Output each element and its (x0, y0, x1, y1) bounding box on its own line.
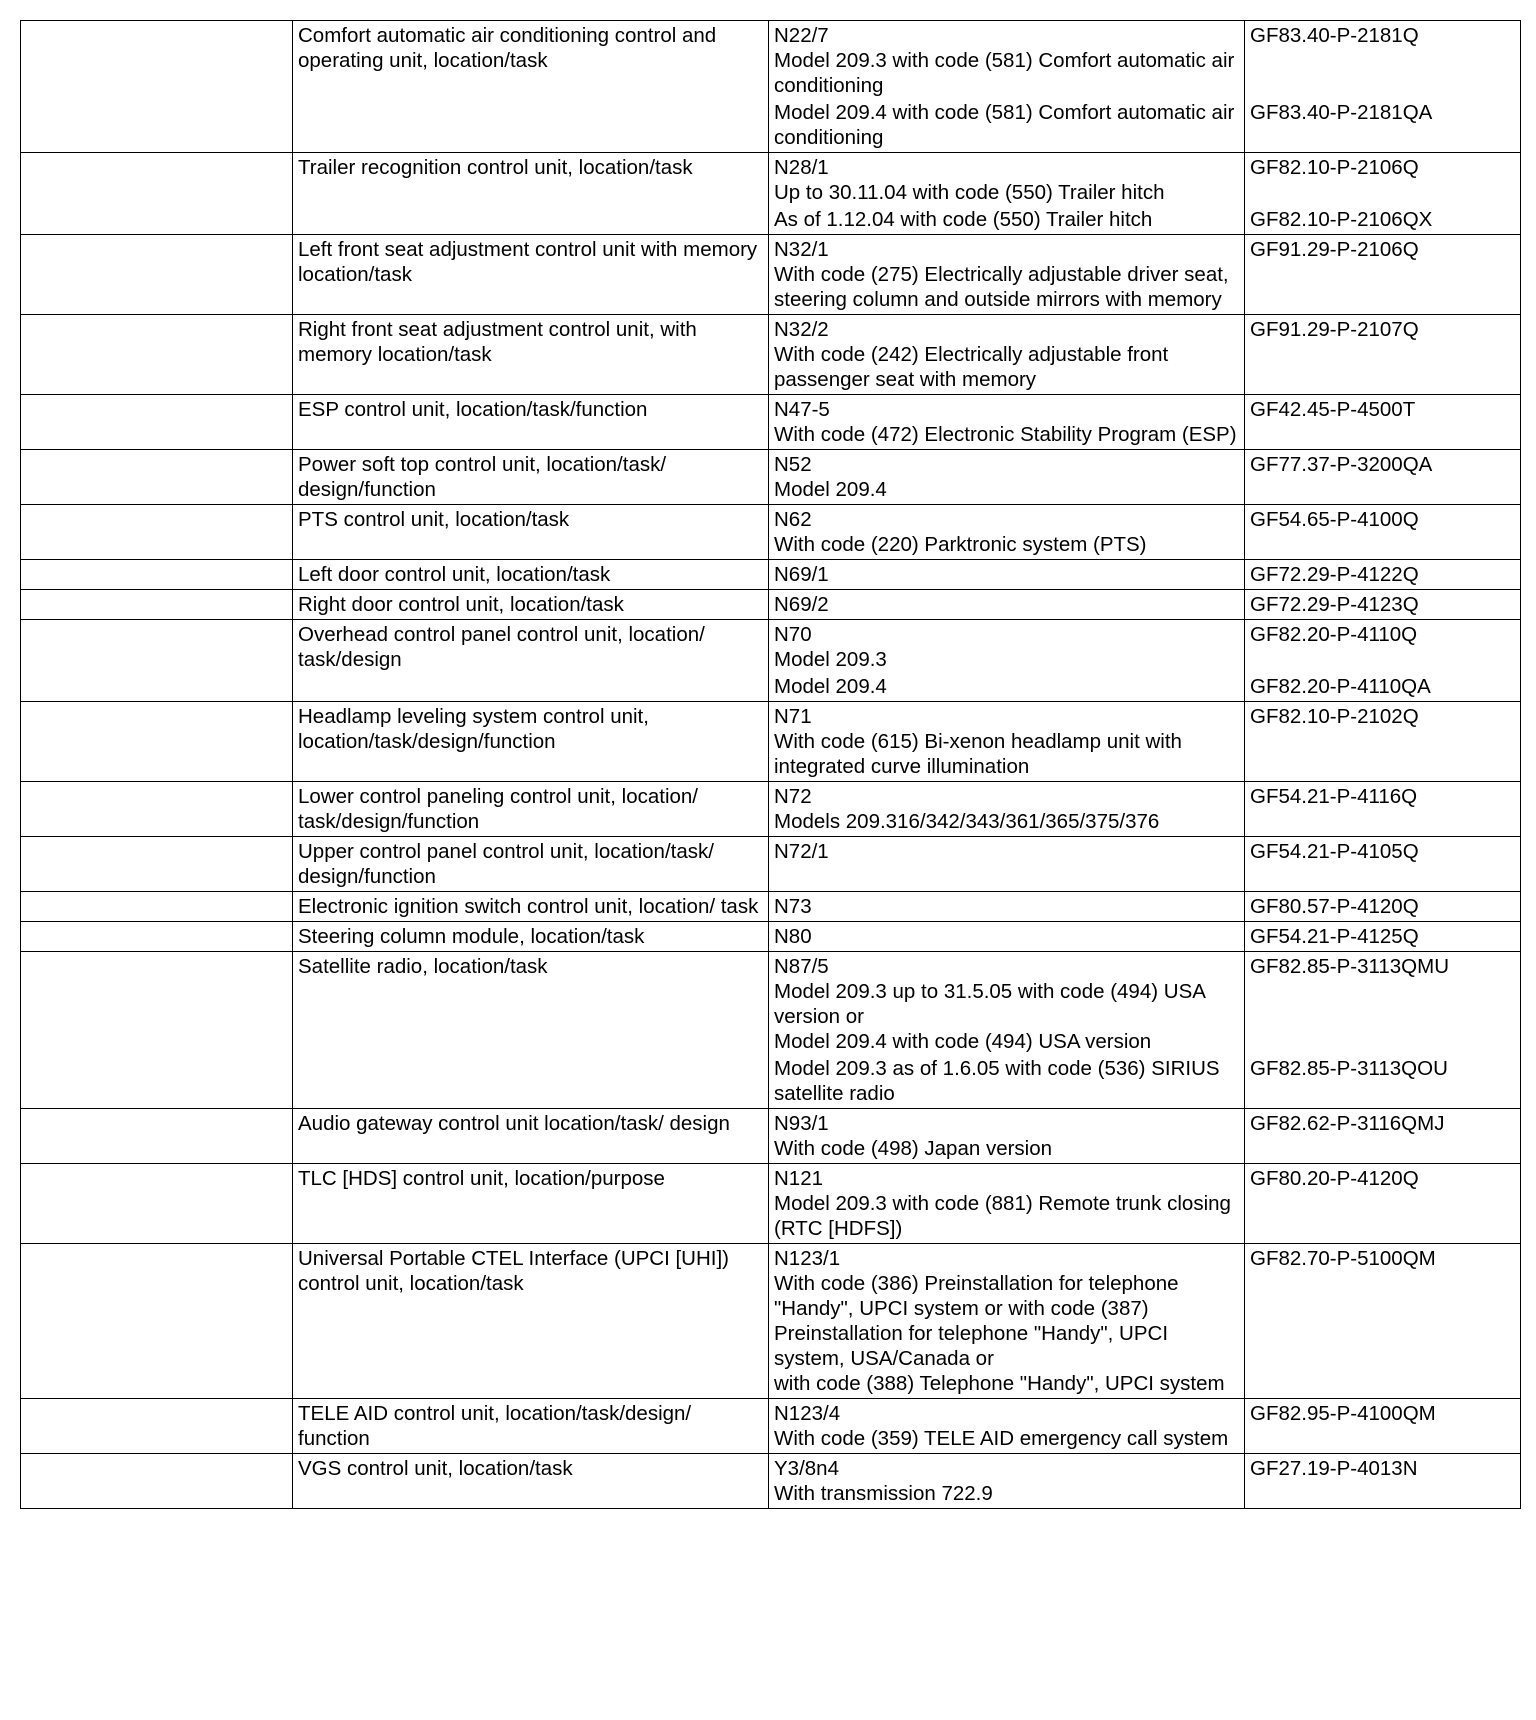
entry-info (774, 1056, 1240, 1106)
document-number-cell (1245, 892, 1521, 922)
component-description: Universal Portable CTEL Interface (UPCI [UHI]) control unit, location/task (293, 1244, 769, 1399)
component-code-cell (769, 702, 1245, 782)
blank-cell (21, 1454, 293, 1509)
applicability-text: Model 209.4 (774, 675, 887, 698)
blank-cell (21, 450, 293, 505)
entry-document (1250, 317, 1516, 342)
table-row (21, 1109, 1521, 1164)
entry-info (774, 452, 1240, 502)
entry-info (774, 397, 1240, 447)
document-number: GF42.45-P-4500T (1250, 398, 1416, 421)
component-code: N69/1 (774, 563, 829, 586)
document-number-cell (1245, 315, 1521, 395)
entry-document (1250, 704, 1516, 729)
blank-cell (21, 395, 293, 450)
entry-info (774, 317, 1240, 392)
applicability-text: with code (388) Telephone "Handy", UPCI system (774, 1372, 1225, 1395)
component-description: Comfort automatic air conditioning control and operating unit, location/task (293, 21, 769, 153)
component-description: PTS control unit, location/task (293, 505, 769, 560)
table-row (21, 702, 1521, 782)
entry-info (774, 237, 1240, 312)
entry-info (774, 622, 1240, 672)
entry-info (774, 1166, 1240, 1241)
component-code-cell (769, 21, 1245, 153)
applicability-text: Model 209.4 (774, 478, 887, 501)
table-row (21, 315, 1521, 395)
document-number-cell (1245, 1109, 1521, 1164)
document-number-cell (1245, 620, 1521, 702)
blank-cell (21, 1164, 293, 1244)
blank-cell (21, 560, 293, 590)
table-row (21, 235, 1521, 315)
blank-cell (21, 1244, 293, 1399)
component-code: N32/1 (774, 238, 829, 261)
component-code-cell (769, 782, 1245, 837)
blank-cell (21, 1399, 293, 1454)
component-description: Left front seat adjustment control unit with memory location/task (293, 235, 769, 315)
document-number: GF72.29-P-4123Q (1250, 593, 1419, 616)
table-row (21, 590, 1521, 620)
entry-info (774, 1246, 1240, 1396)
table-row (21, 1399, 1521, 1454)
entry-document (1250, 397, 1516, 422)
component-code-cell (769, 315, 1245, 395)
component-code: N123/1 (774, 1247, 841, 1270)
applicability-text: With code (472) Electronic Stability Program (ESP) (774, 423, 1237, 446)
entry-info (774, 894, 1240, 919)
table-row (21, 450, 1521, 505)
applicability-text: Model 209.3 up to 31.5.05 with code (494) USA version or (774, 980, 1205, 1028)
applicability-text: Models 209.316/342/343/361/365/375/376 (774, 810, 1160, 833)
component-description: Right door control unit, location/task (293, 590, 769, 620)
entry-info (774, 562, 1240, 587)
component-description: Satellite radio, location/task (293, 952, 769, 1109)
table-row (21, 620, 1521, 702)
component-code-cell (769, 450, 1245, 505)
blank-cell (21, 1109, 293, 1164)
component-description: VGS control unit, location/task (293, 1454, 769, 1509)
component-description: TLC [HDS] control unit, location/purpose (293, 1164, 769, 1244)
blank-cell (21, 922, 293, 952)
entry-info (774, 674, 1240, 699)
blank-cell (21, 620, 293, 702)
entry-document (1250, 23, 1516, 48)
document-number: GF91.29-P-2106Q (1250, 238, 1419, 261)
component-description: Left door control unit, location/task (293, 560, 769, 590)
entry-info (774, 1456, 1240, 1506)
applicability-text: Model 209.4 with code (494) USA version (774, 1030, 1152, 1053)
table-body (21, 21, 1521, 1509)
entry-info (774, 592, 1240, 617)
table-row (21, 505, 1521, 560)
entry-document (1250, 784, 1516, 809)
table-row (21, 153, 1521, 235)
document-number: GF80.57-P-4120Q (1250, 895, 1419, 918)
document-number: GF80.20-P-4120Q (1250, 1167, 1419, 1190)
document-number: GF54.21-P-4116Q (1250, 785, 1418, 808)
document-number: GF82.20-P-4110QA (1250, 675, 1431, 698)
document-number: GF72.29-P-4122Q (1250, 563, 1419, 586)
component-code: N52 (774, 453, 812, 476)
component-code-cell (769, 837, 1245, 892)
table-row (21, 837, 1521, 892)
entry-document (1250, 155, 1516, 180)
document-number: GF82.10-P-2106QX (1250, 208, 1433, 231)
entry-info (774, 704, 1240, 779)
document-number-cell (1245, 702, 1521, 782)
table-row (21, 782, 1521, 837)
document-number: GF82.20-P-4110Q (1250, 623, 1418, 646)
applicability-text: Up to 30.11.04 with code (550) Trailer hitch (774, 181, 1165, 204)
applicability-text: As of 1.12.04 with code (550) Trailer hitch (774, 208, 1153, 231)
entry-document (1250, 507, 1516, 532)
applicability-text: With code (242) Electrically adjustable front passenger seat with memory (774, 343, 1169, 391)
component-code-cell (769, 560, 1245, 590)
applicability-text: With code (615) Bi-xenon headlamp unit with integrated curve illumination (774, 730, 1182, 778)
component-code: N73 (774, 895, 812, 918)
applicability-text: With transmission 722.9 (774, 1482, 993, 1505)
component-code-cell (769, 892, 1245, 922)
component-code: N93/1 (774, 1112, 829, 1135)
table-row (21, 1244, 1521, 1399)
component-description: Headlamp leveling system control unit, location/task/design/function (293, 702, 769, 782)
table-row (21, 1164, 1521, 1244)
component-code: N71 (774, 705, 812, 728)
entry-document (1250, 954, 1516, 979)
document-number: GF82.10-P-2106Q (1250, 156, 1419, 179)
table-row (21, 395, 1521, 450)
document-number: GF54.65-P-4100Q (1250, 508, 1419, 531)
document-number-cell (1245, 235, 1521, 315)
component-code-cell (769, 1454, 1245, 1509)
component-code-cell (769, 922, 1245, 952)
table-row (21, 1454, 1521, 1509)
entry-document (1250, 1456, 1516, 1481)
entry-document (1250, 839, 1516, 864)
entry-info (774, 155, 1240, 205)
document-number-cell (1245, 1399, 1521, 1454)
document-number: GF91.29-P-2107Q (1250, 318, 1419, 341)
document-number-cell (1245, 21, 1521, 153)
component-code: N28/1 (774, 156, 829, 179)
component-description: Electronic ignition switch control unit, location/ task (293, 892, 769, 922)
component-code-cell (769, 1244, 1245, 1399)
document-number: GF27.19-P-4013N (1250, 1457, 1418, 1480)
entry-document (1250, 622, 1516, 647)
entry-document (1250, 1056, 1516, 1081)
component-code-cell (769, 505, 1245, 560)
component-description: ESP control unit, location/task/function (293, 395, 769, 450)
document-number-cell (1245, 590, 1521, 620)
blank-cell (21, 782, 293, 837)
component-code-cell (769, 952, 1245, 1109)
component-code: N32/2 (774, 318, 829, 341)
component-code-cell (769, 620, 1245, 702)
blank-cell (21, 892, 293, 922)
entry-info (774, 839, 1240, 864)
component-description: Audio gateway control unit location/task/ design (293, 1109, 769, 1164)
applicability-text: Model 209.3 (774, 648, 887, 671)
document-number-cell (1245, 1244, 1521, 1399)
entry-document (1250, 924, 1516, 949)
entry-document (1250, 1166, 1516, 1191)
table-row (21, 892, 1521, 922)
document-number-cell (1245, 505, 1521, 560)
component-code-cell (769, 153, 1245, 235)
applicability-text: With code (220) Parktronic system (PTS) (774, 533, 1147, 556)
entry-document (1250, 1246, 1516, 1271)
component-code: N72 (774, 785, 812, 808)
table-row (21, 21, 1521, 153)
blank-cell (21, 590, 293, 620)
component-description: Power soft top control unit, location/task/ design/function (293, 450, 769, 505)
component-code: N80 (774, 925, 812, 948)
document-number: GF54.21-P-4125Q (1250, 925, 1419, 948)
document-number: GF83.40-P-2181QA (1250, 101, 1433, 124)
document-number-cell (1245, 782, 1521, 837)
entry-info (774, 507, 1240, 557)
component-code: N62 (774, 508, 812, 531)
document-number-cell (1245, 153, 1521, 235)
component-code-cell (769, 235, 1245, 315)
entry-document (1250, 237, 1516, 262)
entry-document (1250, 1401, 1516, 1426)
document-number: GF82.85-P-3113QMU (1250, 955, 1450, 978)
component-code-cell (769, 395, 1245, 450)
blank-cell (21, 702, 293, 782)
component-code-cell (769, 1109, 1245, 1164)
entry-info (774, 207, 1240, 232)
document-number-cell (1245, 560, 1521, 590)
component-code: N47-5 (774, 398, 830, 421)
entry-document (1250, 592, 1516, 617)
table-row (21, 560, 1521, 590)
blank-cell (21, 952, 293, 1109)
table-row (21, 952, 1521, 1109)
applicability-text: Model 209.3 with code (881) Remote trunk closing (RTC [HDFS]) (774, 1192, 1231, 1240)
entry-info (774, 23, 1240, 98)
applicability-text: With code (386) Preinstallation for telephone "Handy", UPCI system or with code (387) Preinstallation for telephone "Handy", UPCI system, USA/Canada or (774, 1272, 1179, 1370)
component-code-cell (769, 590, 1245, 620)
entry-document (1250, 562, 1516, 587)
blank-cell (21, 315, 293, 395)
entry-document (1250, 674, 1516, 699)
table-row (21, 922, 1521, 952)
blank-cell (21, 505, 293, 560)
entry-document (1250, 207, 1516, 232)
entry-info (774, 784, 1240, 834)
document-number-cell (1245, 1164, 1521, 1244)
document-number: GF82.62-P-3116QMJ (1250, 1112, 1445, 1135)
component-description: Trailer recognition control unit, location/task (293, 153, 769, 235)
component-code: N70 (774, 623, 812, 646)
entry-document (1250, 100, 1516, 125)
component-code-cell (769, 1164, 1245, 1244)
document-number: GF54.21-P-4105Q (1250, 840, 1419, 863)
component-description: TELE AID control unit, location/task/design/ function (293, 1399, 769, 1454)
applicability-text: With code (275) Electrically adjustable driver seat, steering column and outside mirrors with memory (774, 263, 1229, 311)
entry-document (1250, 894, 1516, 919)
document-number: GF77.37-P-3200QA (1250, 453, 1433, 476)
document-number: GF82.85-P-3113QOU (1250, 1057, 1448, 1080)
document-number-cell (1245, 1454, 1521, 1509)
document-number-cell (1245, 922, 1521, 952)
component-description: Right front seat adjustment control unit, with memory location/task (293, 315, 769, 395)
entry-document (1250, 1111, 1516, 1136)
applicability-text: Model 209.3 with code (581) Comfort automatic air conditioning (774, 49, 1235, 97)
blank-cell (21, 235, 293, 315)
entry-info (774, 954, 1240, 1054)
document-table (20, 20, 1521, 1509)
component-code: N22/7 (774, 24, 829, 47)
blank-cell (21, 21, 293, 153)
applicability-text: Model 209.4 with code (581) Comfort automatic air conditioning (774, 101, 1235, 149)
component-description: Overhead control panel control unit, location/ task/design (293, 620, 769, 702)
document-number-cell (1245, 450, 1521, 505)
document-number-cell (1245, 952, 1521, 1109)
document-number: GF82.70-P-5100QM (1250, 1247, 1436, 1270)
component-code: Y3/8n4 (774, 1457, 839, 1480)
blank-cell (21, 837, 293, 892)
entry-info (774, 1401, 1240, 1451)
applicability-text: With code (359) TELE AID emergency call system (774, 1427, 1229, 1450)
component-description: Upper control panel control unit, location/task/ design/function (293, 837, 769, 892)
component-code: N72/1 (774, 840, 829, 863)
applicability-text: With code (498) Japan version (774, 1137, 1053, 1160)
entry-document (1250, 452, 1516, 477)
document-number-cell (1245, 837, 1521, 892)
component-code: N123/4 (774, 1402, 841, 1425)
applicability-text: Model 209.3 as of 1.6.05 with code (536) SIRIUS satellite radio (774, 1057, 1220, 1105)
component-code-cell (769, 1399, 1245, 1454)
document-number: GF82.10-P-2102Q (1250, 705, 1419, 728)
component-description: Steering column module, location/task (293, 922, 769, 952)
document-number-cell (1245, 395, 1521, 450)
document-number: GF82.95-P-4100QM (1250, 1402, 1436, 1425)
entry-info (774, 100, 1240, 150)
component-code: N69/2 (774, 593, 829, 616)
entry-info (774, 1111, 1240, 1161)
component-code: N121 (774, 1167, 824, 1190)
blank-cell (21, 153, 293, 235)
entry-info (774, 924, 1240, 949)
component-description: Lower control paneling control unit, location/ task/design/function (293, 782, 769, 837)
document-number: GF83.40-P-2181Q (1250, 24, 1419, 47)
component-code: N87/5 (774, 955, 829, 978)
